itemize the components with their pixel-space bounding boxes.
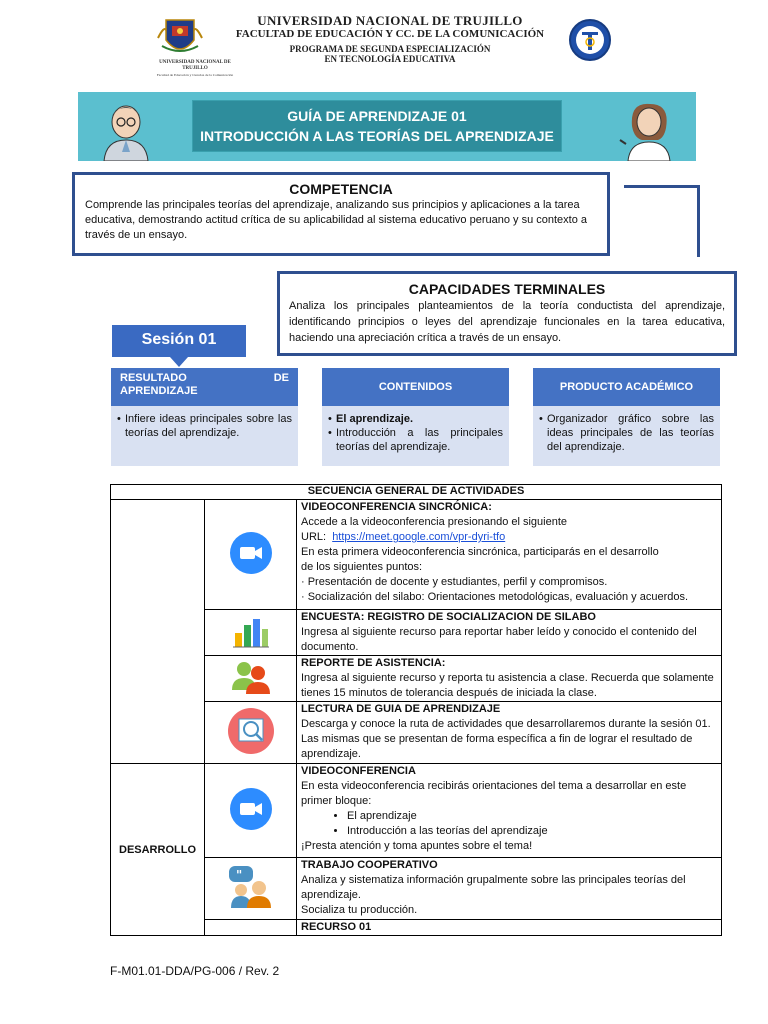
guide-banner (78, 92, 696, 161)
trabajo-cell (297, 858, 722, 920)
trabajo-text: Analiza y sistematiza información grupalmente sobre las principales teorías del aprendizaje. (301, 874, 686, 901)
faculty-seal-logo (568, 18, 612, 62)
lectura-title: LECTURA DE GUIA DE APRENDIZAJE (301, 703, 501, 715)
trabajo-text-2: Socializa tu producción. (301, 904, 418, 916)
encuesta-cell (297, 610, 722, 656)
left-logo-caption: UNIVERSIDAD NACIONAL DE TRUJILLO (159, 60, 231, 71)
video1-url-label: URL: (301, 531, 327, 543)
connector-bracket (624, 185, 700, 257)
icon-cell-video2 (205, 764, 297, 858)
resultado-header (111, 368, 298, 406)
bar-chart-icon[interactable] (231, 613, 271, 649)
encuesta-text: Ingresa al siguiente recurso para reportar haber leído y conocido el contenido del documento. (301, 626, 697, 653)
asistencia-text: Ingresa al siguiente recurso y reporta tu asistencia a clase. Recuerda que solamente tienes 15 minutos de tolerancia después de iniciada la clase. (301, 672, 714, 699)
guide-topic-title: INTRODUCCIÓN A LAS TEORÍAS DEL APRENDIZAJE (200, 128, 554, 144)
contenidos-header (322, 368, 509, 406)
session-label: Sesión 01 (141, 331, 217, 348)
video1-title: VIDEOCONFERENCIA SINCRÓNICA: (301, 501, 492, 513)
video1-line2: En esta primera videoconferencia sincrónica, participarás en el desarrollo (301, 546, 659, 558)
asistencia-title: REPORTE DE ASISTENCIA: (301, 657, 446, 669)
competencia-title: COMPETENCIA (289, 181, 393, 197)
reading-guide-icon[interactable] (227, 707, 275, 755)
competencia-text: Comprende las principales teorías del aprendizaje, analizando sus principios y aplicaciones a la tarea educativa, demostrando actitud crítica de su aplicabilidad al sistema educativo peruano y su contexto a través de un ensayo. (85, 199, 588, 241)
video2-text: En esta videoconferencia recibirás orientaciones del tema a desarrollar en este primer bloque: (301, 780, 687, 807)
resultado-header-line2: APRENDIZAJE (120, 385, 198, 397)
video1-line5: · Socialización del silabo: Orientaciones metodológicas, evaluación y acuerdos. (301, 591, 689, 603)
video2-title: VIDEOCONFERENCIA (301, 765, 416, 777)
icon-cell-recurso (205, 920, 297, 936)
attendance-people-icon[interactable] (229, 658, 273, 696)
faculty-name: FACULTAD DE EDUCACIÓN Y CC. DE LA COMUNICACIÓN (235, 28, 545, 40)
session-badge (112, 325, 246, 367)
video1-line1: Accede a la videoconferencia presionando el siguiente (301, 516, 568, 528)
footer-code: F-M01.01-DDA/PG-006 / Rev. 2 (110, 964, 280, 978)
resultado-item: • Infiere ideas principales sobre las teorías del aprendizaje. (119, 412, 292, 440)
contenidos-item-2: • Introducción a las principales teorías del aprendizaje. (330, 426, 503, 454)
contenidos-header-label: CONTENIDOS (378, 381, 453, 393)
contenidos-body (322, 406, 509, 466)
encuesta-title: ENCUESTA: REGISTRO DE SOCIALIZACION DE SILABO (301, 611, 596, 623)
program-line-1: PROGRAMA DE SEGUNDA ESPECIALIZACIÓN (289, 44, 491, 54)
svg-text:": " (235, 868, 242, 882)
video2-closing: ¡Presta atención y toma apuntes sobre el tema! (301, 840, 533, 852)
phase-cell-inicio (111, 500, 205, 764)
icon-cell-lectura (205, 702, 297, 764)
phase-desarrollo-label: DESARROLLO (119, 843, 196, 856)
icon-cell-video1 (205, 500, 297, 610)
university-name: UNIVERSIDAD NACIONAL DE TRUJILLO (257, 13, 523, 28)
video-camera-icon[interactable] (229, 787, 273, 831)
producto-item: • Organizador gráfico sobre las ideas principales de las teorías del aprendizaje. (541, 412, 714, 454)
university-crest-logo (156, 16, 204, 60)
video-camera-icon[interactable] (229, 531, 273, 575)
competencia-box (72, 172, 610, 256)
guide-title-box (192, 100, 562, 152)
video2-bullet-1: • El aprendizaje (347, 809, 717, 824)
document-header (150, 13, 618, 77)
icon-cell-encuesta (205, 610, 297, 656)
resultado-header-left: RESULTADO (120, 372, 187, 384)
capacidades-box (277, 271, 737, 356)
program-line-2: EN TECNOLOGÍA EDUCATIVA (324, 54, 456, 64)
activities-table-title: SECUENCIA GENERAL DE ACTIVIDADES (111, 485, 722, 500)
video1-line4: · Presentación de docente y estudiantes, perfil y compromisos. (301, 576, 608, 588)
video1-line3: de los siguientes puntos: (301, 561, 423, 573)
contenidos-item-1 (330, 412, 503, 426)
cooperative-work-icon[interactable] (225, 864, 277, 910)
recurso-cell (297, 920, 722, 936)
producto-header-label: PRODUCTO ACADÉMICO (559, 381, 694, 393)
resultado-body (111, 406, 298, 466)
girl-character-illustration (618, 100, 680, 161)
recurso-title: RECURSO 01 (301, 921, 372, 933)
lectura-text: Descarga y conoce la ruta de actividades que desarrollaremos durante la sesión 01. Las mismas que se presentan de forma específica a fin de lograr el resultado de aprendizaje. (301, 718, 711, 760)
producto-header (533, 368, 720, 406)
video1-cell (297, 500, 722, 610)
capacidades-title: CAPACIDADES TERMINALES (408, 281, 606, 297)
video2-bullet-2: • Introducción a las teorías del aprendizaje (347, 824, 717, 839)
contenidos-item-1-text: El aprendizaje. (336, 413, 414, 425)
lectura-cell (297, 702, 722, 764)
producto-body (533, 406, 720, 466)
resultado-header-right: DE (273, 372, 289, 384)
trabajo-title: TRABAJO COOPERATIVO (301, 859, 438, 871)
left-logo-subcaption: Facultad de Educación y Ciencias de la Comunicación (156, 73, 234, 77)
activities-table (110, 484, 722, 936)
capacidades-text: Analiza los principales planteamientos de la teoría conductista del aprendizaje, identificando principios o leyes del aprendizaje funcionales en la tarea educativa, haciendo una apreciación crítica a través de un ensayo. (289, 300, 725, 344)
icon-cell-trabajo (205, 858, 297, 920)
phase-cell-desarrollo (111, 764, 205, 936)
icon-cell-asistencia (205, 656, 297, 702)
video2-bullet-list (301, 809, 717, 839)
meet-link[interactable]: https://meet.google.com/vpr-dyri-tfo (332, 531, 506, 543)
asistencia-cell (297, 656, 722, 702)
header-text-block (210, 14, 570, 64)
boy-character-illustration (96, 100, 154, 161)
guide-number-title: GUÍA DE APRENDIZAJE 01 (287, 108, 467, 124)
video2-cell (297, 764, 722, 858)
